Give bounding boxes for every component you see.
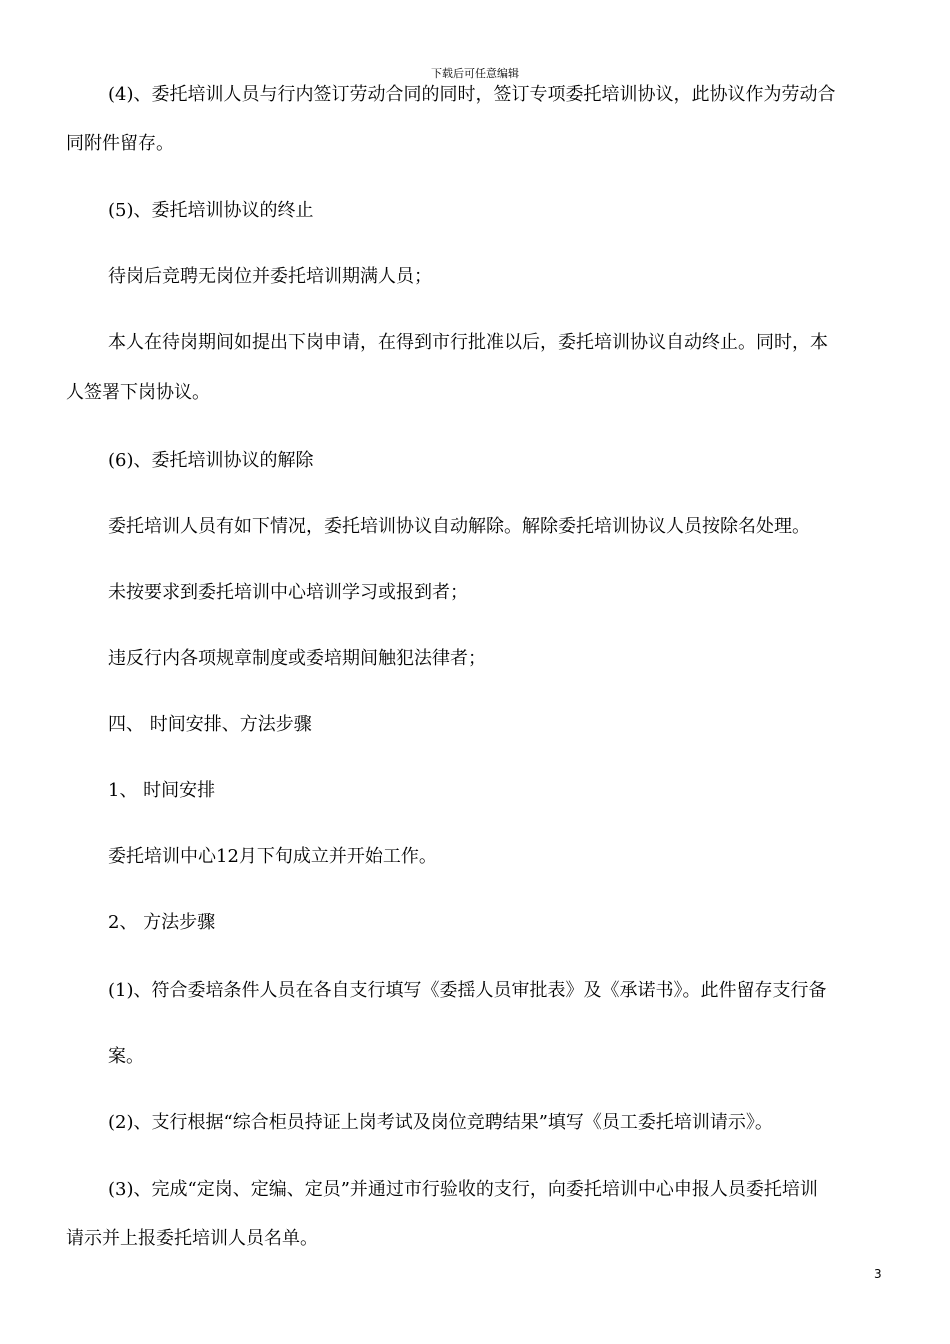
paragraph-line: (5)、委托培训协议的终止: [108, 200, 314, 221]
paragraph-line: 委托培训中心12月下旬成立并开始工作。: [108, 846, 437, 867]
paragraph-line: (2)、支行根据“综合柜员持证上岗考试及岗位竞聘结果”填写《员工委托培训请示》。: [108, 1112, 773, 1133]
paragraph-line: 请示并上报委托培训人员名单。: [66, 1228, 318, 1249]
paragraph-line: 违反行内各项规章制度或委培期间触犯法律者；: [108, 648, 486, 669]
section-heading: 四、 时间安排、方法步骤: [108, 714, 312, 735]
paragraph-line: 本人在待岗期间如提出下岗申请，在得到市行批准以后，委托培训协议自动终止。同时，本: [108, 332, 828, 353]
paragraph-line: 未按要求到委托培训中心培训学习或报到者；: [108, 582, 468, 603]
paragraph-line: (3)、完成“定岗、定编、定员”并通过市行验收的支行，向委托培训中心申报人员委托培训: [108, 1179, 818, 1200]
paragraph-line: (1)、符合委培条件人员在各自支行填写《委揺人员审批表》及《承诺书》。此件留存支行备: [108, 980, 827, 1001]
paragraph-line: (4)、委托培训人员与行内签订劳动合同的同时，签订专项委托培训协议，此协议作为劳动合: [108, 84, 836, 105]
paragraph-line: 委托培训人员有如下情况，委托培训协议自动解除。解除委托培训协议人员按除名处理。: [108, 516, 810, 537]
paragraph-line: (6)、委托培训协议的解除: [108, 450, 314, 471]
paragraph-line: 同附件留存。: [66, 133, 174, 154]
subsection-heading: 2、 方法步骤: [108, 912, 216, 933]
subsection-heading: 1、 时间安排: [108, 780, 216, 801]
page-header: 下载后可任意编辑: [431, 67, 519, 80]
paragraph-line: 待岗后竞聘无岗位并委托培训期满人员；: [108, 266, 432, 287]
page-number: 3: [874, 1267, 882, 1281]
paragraph-line: 案。: [108, 1046, 144, 1067]
paragraph-line: 人签署下岗协议。: [66, 382, 210, 403]
